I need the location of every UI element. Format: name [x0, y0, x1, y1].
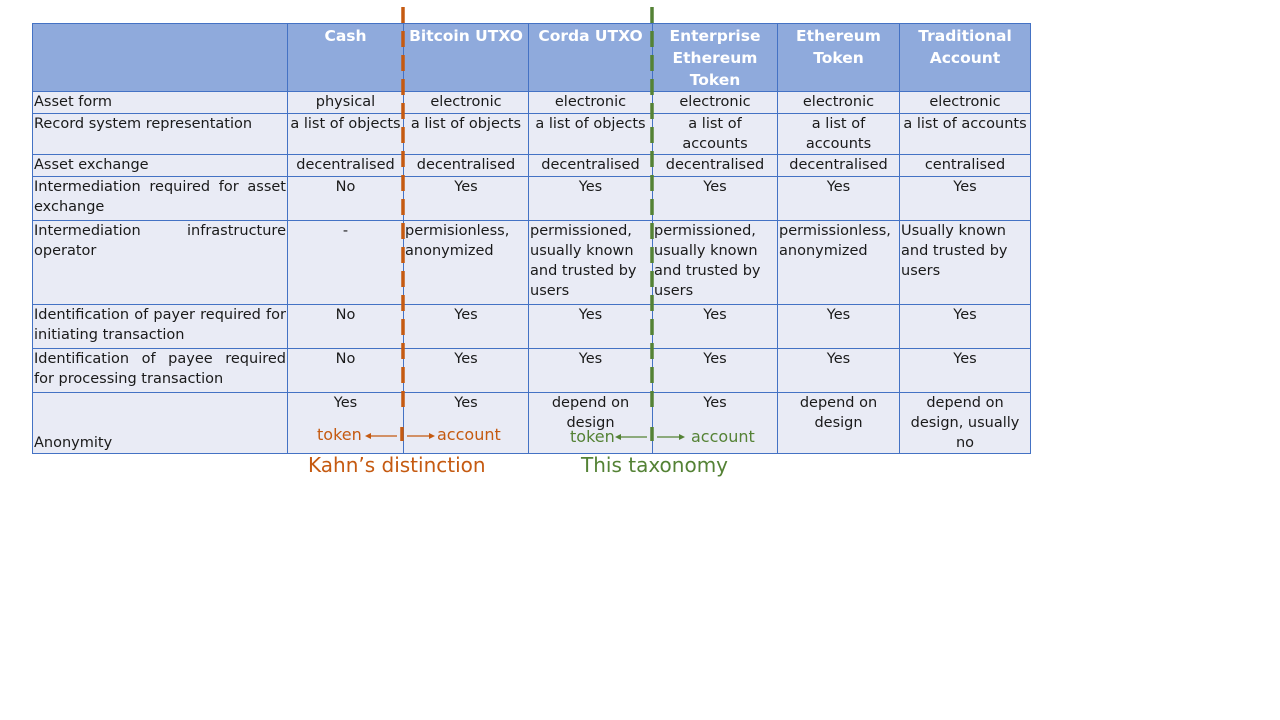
- row-label: Identification of payer required for initiating transaction: [33, 305, 288, 349]
- table-cell: Yes: [778, 305, 900, 349]
- row-label: Asset exchange: [33, 155, 288, 177]
- row-label: Anonymity: [33, 393, 288, 454]
- table-cell: Yes: [653, 393, 778, 454]
- kahn-distinction-title: Kahn’s distinction: [308, 453, 486, 477]
- taxonomy-account-label: account: [691, 427, 755, 446]
- table-cell: physical: [288, 92, 404, 114]
- table-cell: decentralised: [288, 155, 404, 177]
- row-label: Intermediation infrastructure operator: [33, 221, 288, 305]
- table-row: [33, 177, 1031, 221]
- table-cell: a list of accounts: [778, 114, 900, 155]
- table-cell: a list of objects: [288, 114, 404, 155]
- table-cell: Yes: [900, 349, 1031, 393]
- header-enterprise-ethereum-token: Enterprise Ethereum Token: [653, 24, 778, 92]
- table-row: [33, 92, 1031, 114]
- kahn-token-label: token: [317, 425, 362, 444]
- table-cell: Yes: [529, 349, 653, 393]
- table-cell: Yes: [778, 177, 900, 221]
- header-ethereum-token: Ethereum Token: [778, 24, 900, 92]
- taxonomy-title: This taxonomy: [581, 453, 729, 477]
- table-row: [33, 114, 1031, 155]
- table-cell: decentralised: [529, 155, 653, 177]
- comparison-table: [32, 23, 1031, 454]
- table-cell: electronic: [529, 92, 653, 114]
- table-cell: Yes: [404, 177, 529, 221]
- table-cell: electronic: [653, 92, 778, 114]
- table-cell: Yes: [778, 349, 900, 393]
- table-row: [33, 305, 1031, 349]
- header-cash: Cash: [288, 24, 404, 92]
- table-cell: electronic: [778, 92, 900, 114]
- table-cell: Yes: [653, 349, 778, 393]
- table-cell: permisionless, anonymized: [404, 221, 529, 305]
- table-cell: centralised: [900, 155, 1031, 177]
- table-cell: depend on design: [778, 393, 900, 454]
- header-row: [33, 24, 1031, 92]
- table-cell: Yes: [653, 177, 778, 221]
- table-cell: a list of accounts: [653, 114, 778, 155]
- table-cell: Yes: [900, 177, 1031, 221]
- row-label: Identification of payee required for processing transaction: [33, 349, 288, 393]
- table-cell: a list of objects: [529, 114, 653, 155]
- table-cell: Yes: [404, 305, 529, 349]
- table-cell: Usually known and trusted by users: [900, 221, 1031, 305]
- table-cell: Yes: [404, 349, 529, 393]
- table-cell: Yes: [653, 305, 778, 349]
- table-cell: Yes: [900, 305, 1031, 349]
- table-row: [33, 349, 1031, 393]
- header-corner: [33, 24, 288, 92]
- header-traditional-account: Traditional Account: [900, 24, 1031, 92]
- table-cell: permissioned, usually known and trusted by users: [529, 221, 653, 305]
- table-cell: electronic: [404, 92, 529, 114]
- row-label: Asset form: [33, 92, 288, 114]
- table-cell: decentralised: [778, 155, 900, 177]
- table-cell: decentralised: [653, 155, 778, 177]
- table-row: [33, 155, 1031, 177]
- row-label: Intermediation required for asset exchange: [33, 177, 288, 221]
- table-cell: -: [288, 221, 404, 305]
- taxonomy-token-label: token: [570, 427, 615, 446]
- table-cell: permissioned, usually known and trusted by users: [653, 221, 778, 305]
- table-cell: No: [288, 349, 404, 393]
- table-cell: electronic: [900, 92, 1031, 114]
- header-corda-utxo: Corda UTXO: [529, 24, 653, 92]
- table-row: [33, 221, 1031, 305]
- table-cell: a list of objects: [404, 114, 529, 155]
- row-label: Record system representation: [33, 114, 288, 155]
- header-bitcoin-utxo: Bitcoin UTXO: [404, 24, 529, 92]
- table-cell: Yes: [404, 393, 529, 454]
- kahn-account-label: account: [437, 425, 501, 444]
- table-cell: depend on design: [529, 393, 653, 454]
- table-cell: No: [288, 177, 404, 221]
- table-cell: Yes: [288, 393, 404, 454]
- table-cell: permissionless, anonymized: [778, 221, 900, 305]
- table-cell: a list of accounts: [900, 114, 1031, 155]
- table-cell: Yes: [529, 177, 653, 221]
- table-cell: Yes: [529, 305, 653, 349]
- table-cell: No: [288, 305, 404, 349]
- table-cell: depend on design, usually no: [900, 393, 1031, 454]
- table-cell: decentralised: [404, 155, 529, 177]
- table-row: [33, 393, 1031, 454]
